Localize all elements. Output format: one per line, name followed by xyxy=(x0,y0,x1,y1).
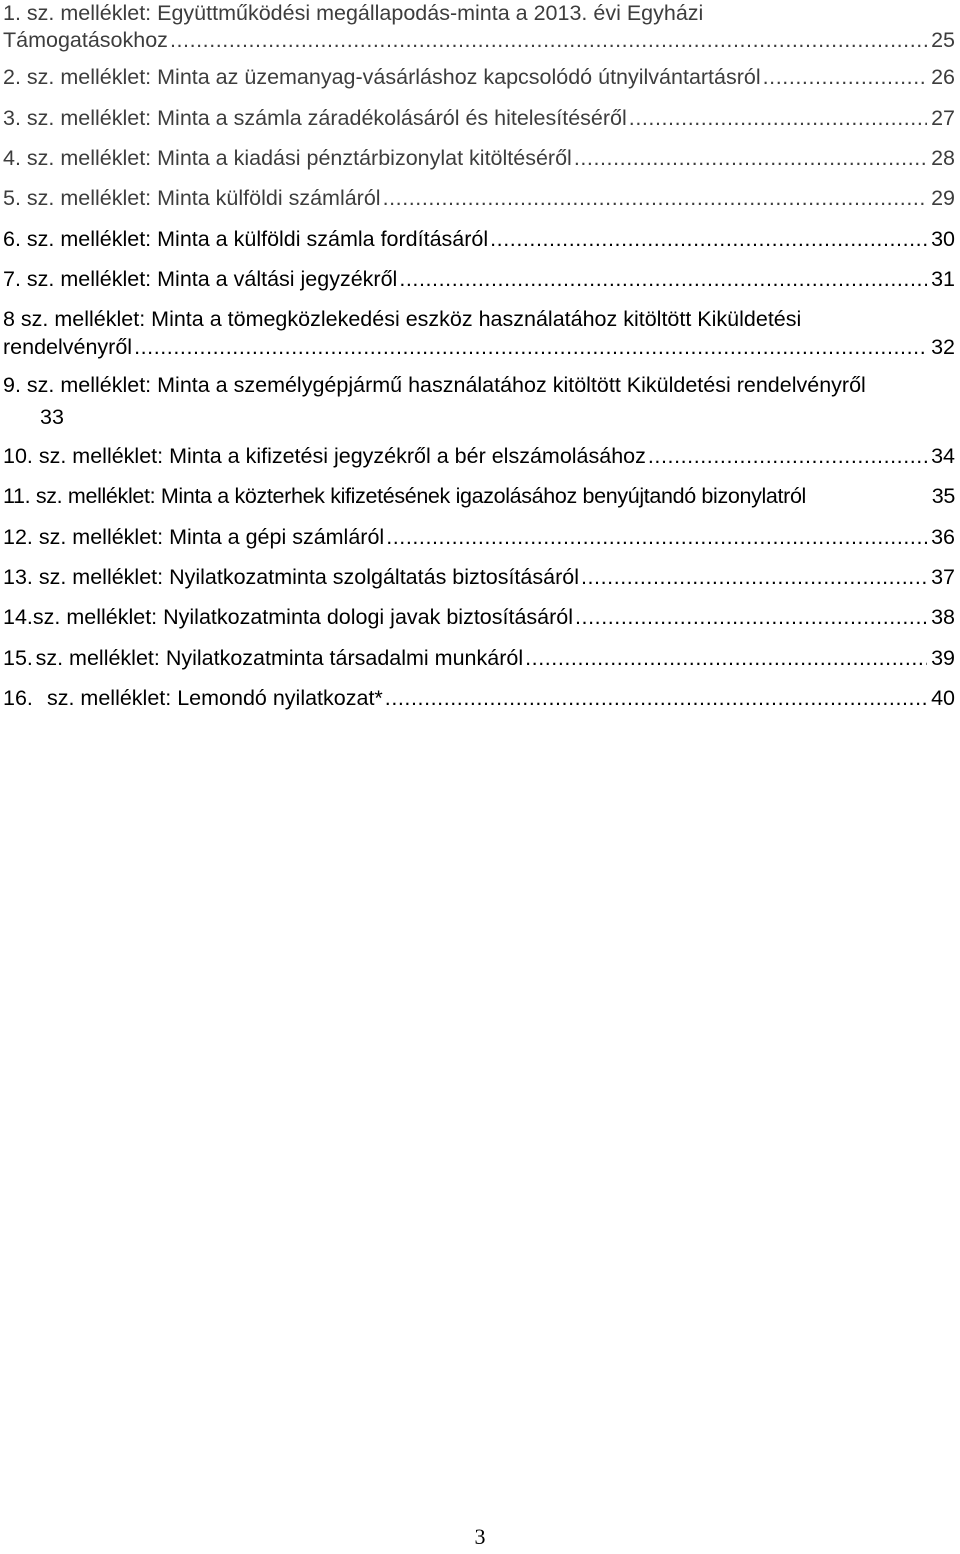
toc-entry-8[interactable] xyxy=(3,306,955,360)
toc-entry-3[interactable] xyxy=(3,105,955,131)
toc-entry-text: sz. melléklet: Lemondó nyilatkozat* xyxy=(46,686,383,710)
toc-entry-text: 1. sz. melléklet: Együttműködési megállapodás-minta a 2013. évi Egyházi xyxy=(3,1,704,25)
toc-page-number: 29 xyxy=(931,186,955,210)
toc-entry-text: sz. melléklet: Nyilatkozatminta dologi javak biztosításáról xyxy=(32,605,574,629)
dot-leader xyxy=(763,64,927,90)
toc-page-number: 40 xyxy=(931,686,955,710)
dot-leader xyxy=(525,645,927,671)
toc-page-number: 28 xyxy=(931,146,955,170)
toc-entry-text: 2. sz. melléklet: Minta az üzemanyag-vásárláshoz kapcsolódó útnyilvántartásról xyxy=(3,65,761,89)
toc-entry-text-cont: Támogatásokhoz xyxy=(3,28,168,52)
toc-entry-11[interactable] xyxy=(3,483,955,509)
toc-entry-text: 12. sz. melléklet: Minta a gépi számláról xyxy=(3,525,385,549)
toc-entry-7[interactable] xyxy=(3,266,955,292)
toc-entry-13[interactable] xyxy=(3,564,955,590)
dot-leader xyxy=(399,266,927,292)
toc-entry-text: 8 sz. melléklet: Minta a tömegközlekedési eszköz használatához kitöltött Kiküldetési xyxy=(3,307,802,331)
toc-entry-4[interactable] xyxy=(3,145,955,171)
toc-entry-text: 5. sz. melléklet: Minta külföldi számláról xyxy=(3,186,381,210)
dot-leader xyxy=(575,604,927,630)
dot-leader xyxy=(385,685,927,711)
toc-page-number: 30 xyxy=(931,227,955,251)
toc-page-number: 31 xyxy=(931,267,955,291)
dot-leader xyxy=(134,334,927,360)
toc-page-number: 26 xyxy=(931,65,955,89)
toc-entry-16[interactable] xyxy=(3,685,955,711)
dot-leader xyxy=(648,443,927,469)
toc-entry-text: 4. sz. melléklet: Minta a kiadási pénztárbizonylat kitöltéséről xyxy=(3,146,572,170)
toc-entry-12[interactable] xyxy=(3,524,955,550)
toc-entry-1[interactable] xyxy=(3,0,955,53)
toc-page-number: 34 xyxy=(931,444,955,468)
toc-entry-5[interactable] xyxy=(3,185,955,211)
toc-entry-text: 11. sz. melléklet: Minta a közterhek kifizetésének igazolásához benyújtandó bizonylatról xyxy=(3,484,806,508)
toc-entry-text-cont: rendelvényről xyxy=(3,335,133,359)
toc-entry-text: 7. sz. melléklet: Minta a váltási jegyzékről xyxy=(3,267,398,291)
toc-entry-9[interactable] xyxy=(3,372,955,430)
page-footer-number: 3 xyxy=(474,1524,486,1549)
dot-leader xyxy=(490,226,927,252)
dot-leader xyxy=(383,185,928,211)
dot-leader xyxy=(629,105,927,131)
toc-page-number: 39 xyxy=(931,646,955,670)
toc-entry-text: sz. melléklet: Nyilatkozatminta társadalmi munkáról xyxy=(35,646,524,670)
toc-entry-number: 14. xyxy=(3,605,33,629)
toc-entry-number: 16. xyxy=(3,686,33,710)
dot-leader xyxy=(170,27,927,53)
toc-page-number: 35 xyxy=(931,484,955,508)
toc-page-number: 27 xyxy=(931,106,955,130)
toc-page-number: 38 xyxy=(931,605,955,629)
toc-page-number: 25 xyxy=(931,28,955,52)
toc-entry-14[interactable] xyxy=(3,604,955,630)
toc-entry-6[interactable] xyxy=(3,226,955,252)
toc-entry-10[interactable] xyxy=(3,443,955,469)
dot-leader xyxy=(581,564,927,590)
toc-page-number: 33 xyxy=(40,405,64,429)
toc-page-number: 32 xyxy=(931,335,955,359)
toc-entry-15[interactable] xyxy=(3,645,955,671)
toc-entry-text: 9. sz. melléklet: Minta a személygépjármű használatához kitöltött Kiküldetési rendelvényről xyxy=(3,373,866,397)
toc-page-number: 37 xyxy=(931,565,955,589)
toc-entry-text: 13. sz. melléklet: Nyilatkozatminta szolgáltatás biztosításáról xyxy=(3,565,579,589)
toc-entry-number: 15. xyxy=(3,646,33,670)
dot-leader xyxy=(574,145,927,171)
toc-entry-text: 6. sz. melléklet: Minta a külföldi számla fordításáról xyxy=(3,227,489,251)
toc-entry-text: 10. sz. melléklet: Minta a kifizetési jegyzékről a bér elszámolásához xyxy=(3,444,646,468)
toc-entry-2[interactable] xyxy=(3,64,955,90)
toc-page-number: 36 xyxy=(931,525,955,549)
dot-leader xyxy=(386,524,927,550)
toc-entry-text: 3. sz. melléklet: Minta a számla záradékolásáról és hitelesítéséről xyxy=(3,106,627,130)
